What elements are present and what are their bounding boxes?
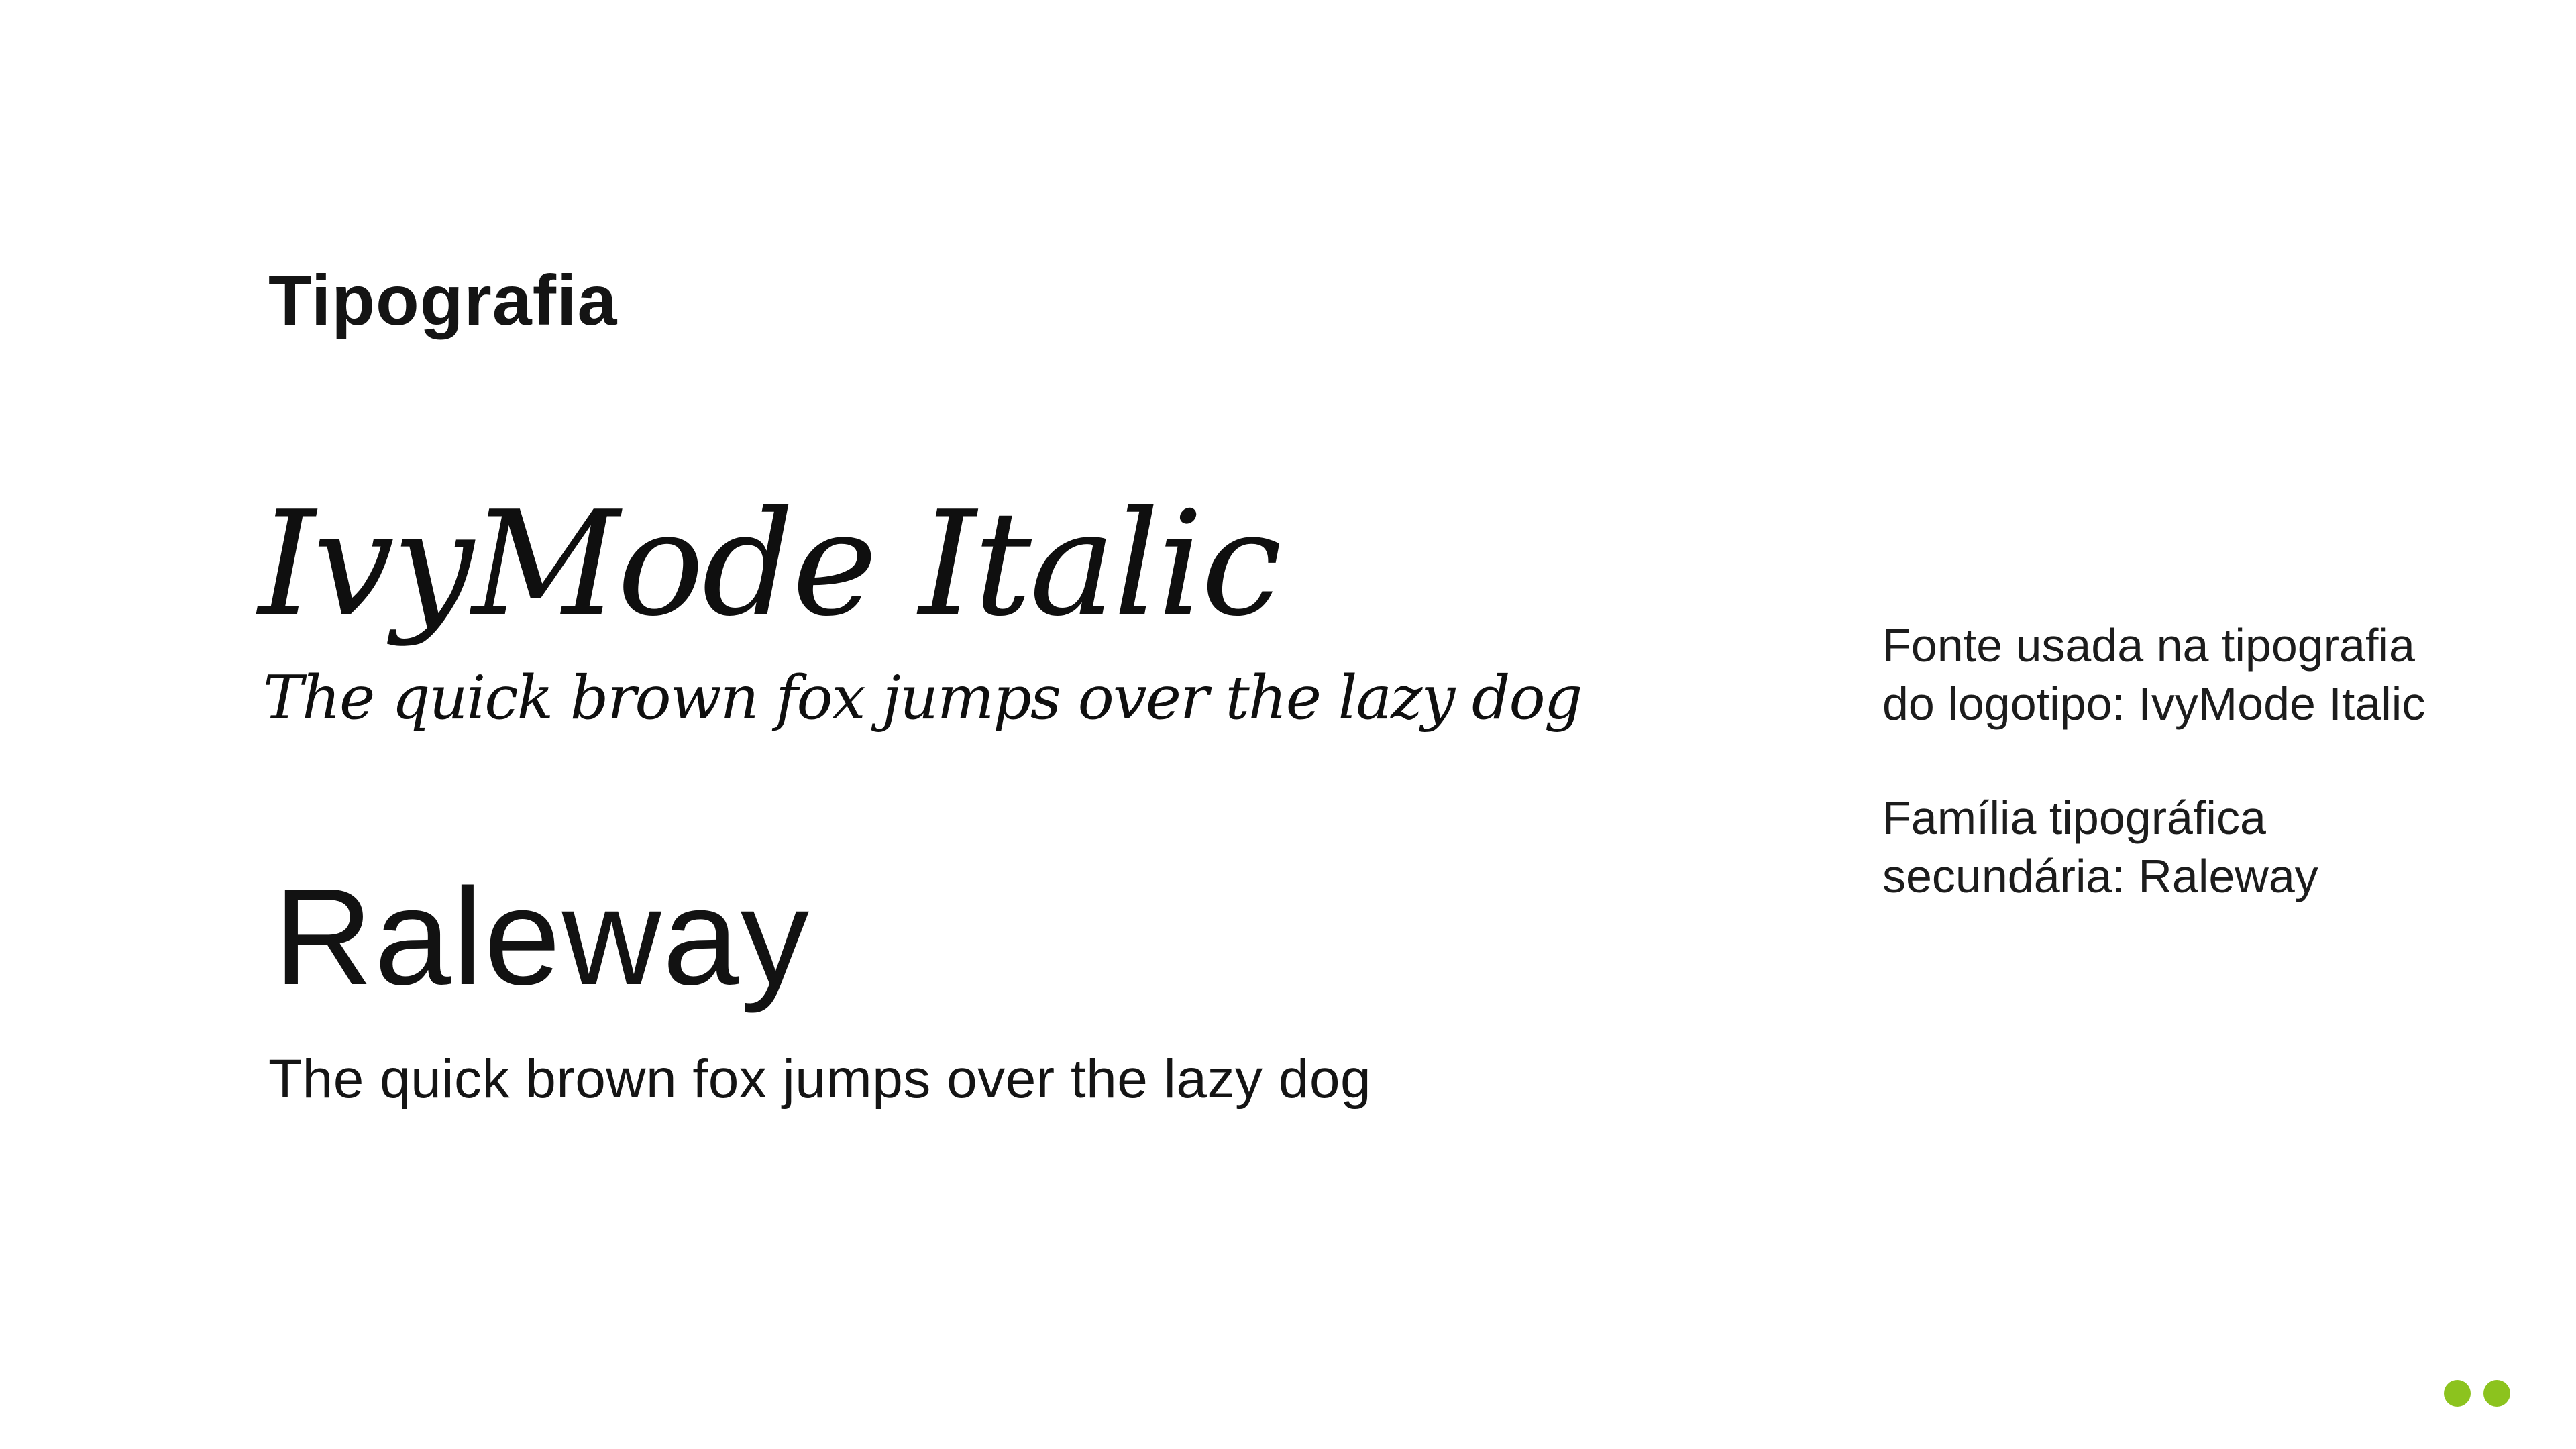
specimen-primary-font-name: IvyMode Italic <box>258 480 1280 648</box>
note-line: secundária: Raleway <box>1882 850 2318 902</box>
note-secondary-font <box>1882 789 2520 906</box>
note-line: do logotipo: IvyMode Italic <box>1882 678 2426 730</box>
note-primary-font <box>1882 616 2520 733</box>
specimen-primary-pangram: The quick brown fox jumps over the lazy dog <box>263 663 1582 733</box>
note-line: Fonte usada na tipografia <box>1882 619 2415 672</box>
green-dot-icon <box>2483 1380 2510 1407</box>
note-line: Família tipográfica <box>1882 792 2266 844</box>
font-usage-notes <box>1882 616 2520 906</box>
page-title: Tipografia <box>268 261 618 340</box>
slide-indicator-dots <box>2444 1380 2510 1407</box>
green-dot-icon <box>2444 1380 2471 1407</box>
specimen-secondary-font-name: Raleway <box>274 860 811 1014</box>
specimen-secondary-pangram: The quick brown fox jumps over the lazy dog <box>268 1049 1372 1110</box>
